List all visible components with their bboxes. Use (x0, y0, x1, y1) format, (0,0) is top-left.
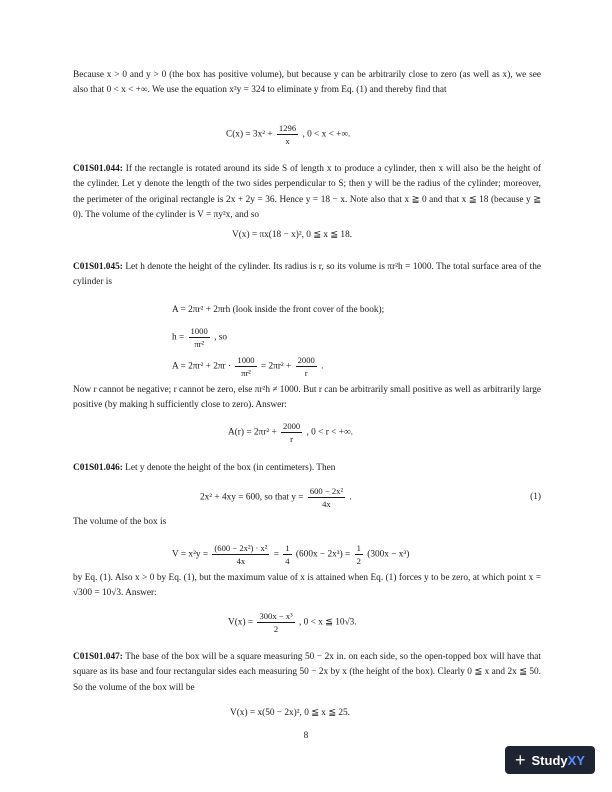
equation-volume-answer: V(x) = $\frac{\text{300x − x³}}{2}$ , 0 < x ≦ 10√3. (228, 611, 357, 634)
equation-tag: (1) (530, 492, 541, 502)
paragraph-volume-intro: The volume of the box is (73, 517, 167, 527)
paragraph-answer-045: Now r cannot be negative; r cannot be zero, else πr²h ≠ 1000. But r can be arbitrarily small positive as well as arbitrarily large positive (by making h sufficiently close to zero). Answer: (73, 385, 541, 411)
equation-area-substituted: A = 2πr² + 2πr · $\frac{1000}{\text{πr²}}$ = 2πr² + $\frac{2000}{r}$ . (172, 355, 324, 378)
equation-cost: C(x) = 3x² + $\frac{1296}{x}$ , 0 < x < +∞. (226, 123, 351, 146)
equation-box-volume: V = x²y = $\frac{\text{(600 − 2x²) · x²}}{4x}$ = $\frac{1}{4}$ (600x − 2x³) = $\frac{1}{2}$ (300x − x³) (172, 543, 410, 566)
problem-047: C01S01.047: The base of the box will be a square measuring 50 − 2x in. on each side, so the open-topped box will have that square as its base and four rectangular sides each measuring 50 − 2x by x (the height of the box). Clearly 0 ≦ x and 2x ≦ 50. So the volume of the box will be (73, 652, 542, 693)
plus-icon: + (515, 750, 526, 770)
problem-046: C01S01.046: Let y denote the height of the box (in centimeters). Then (73, 463, 336, 473)
equation-surface-area: A = 2πr² + 2πrh (look inside the front cover of the book); (172, 305, 385, 315)
problem-045: C01S01.045: Let h denote the height of the cylinder. Its radius is r, so its volume is πr²h = 1000. The total surface area of the cylinder is (73, 262, 541, 288)
paragraph-answer-046: by Eq. (1). Also x > 0 by Eq. (1), but the maximum value of x is attained when Eq. (1) forces y to be zero, at which point x = √300 = 10√3. Answer: (73, 573, 541, 599)
studyxy-logo[interactable] (505, 746, 595, 774)
problem-044: C01S01.044: If the rectangle is rotated around its side S of length x to produce a cylinder, then x will also be the height of the cylinder. Let y denote the length of the two sides perpendicular to S; then y will be the radius of the cylinder; moreover, the perimeter of the original rectangle is 2x + 2y = 36. Hence y = 18 − x. Note also that x ≧ 0 and that x ≦ 18 (because y ≧ 0). The volume of the cylinder is V = πy²x, and so (73, 164, 541, 221)
equation-cylinder-volume: V(x) = πx(18 − x)², 0 ≦ x ≦ 18. (232, 230, 353, 240)
brand-suffix: XY (567, 752, 585, 768)
equation-open-box-volume: V(x) = x(50 − 2x)², 0 ≦ x ≦ 25. (230, 708, 351, 718)
equation-area-answer: A(r) = 2πr² + $\frac{2000}{r}$ , 0 < r < +∞. (228, 421, 353, 444)
brand-name: Study (531, 752, 568, 768)
equation-height: h = $\frac{1000}{\text{πr²}}$ , so (172, 326, 227, 349)
equation-constraint: 2x² + 4xy = 600, so that y = $\frac{\text{600 − 2x²}}{4x}$ . (200, 486, 352, 509)
page-number: 8 (303, 731, 309, 741)
intro-paragraph: Because x > 0 and y > 0 (the box has positive volume), but because y can be arbitrarily close to zero (as well as x), we see also that 0 < x < +∞. We use the equation x²y = 324 to eliminate y from Eq. (1) and thereby find that (73, 70, 541, 96)
